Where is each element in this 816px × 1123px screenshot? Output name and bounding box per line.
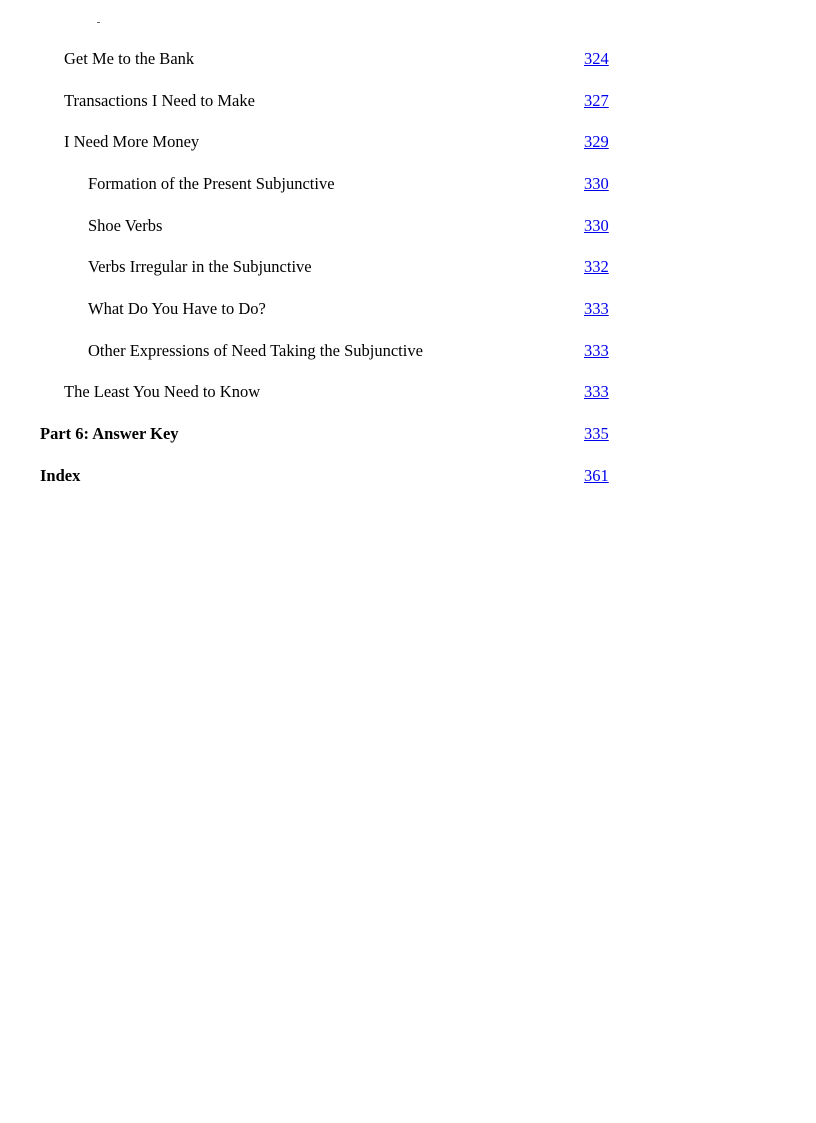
toc-entry-title: Shoe Verbs (88, 215, 163, 235)
toc-entry-title: Other Expressions of Need Taking the Subjunctive (88, 340, 423, 360)
toc-entry (0, 121, 816, 163)
toc-page-link[interactable]: 332 (584, 257, 609, 277)
toc-page-link[interactable]: 333 (584, 340, 609, 360)
toc-entry (0, 205, 816, 247)
toc-entry-title: The Least You Need to Know (64, 382, 261, 402)
toc-page-link[interactable]: 327 (584, 90, 609, 110)
toc-entry (0, 371, 816, 413)
toc-part-title: Index (40, 465, 81, 485)
toc-part-entry (0, 413, 816, 455)
toc-entry-title: Transactions I Need to Make (64, 90, 255, 110)
toc-part-title: Part 6: Answer Key (40, 423, 179, 443)
toc-page-link[interactable]: 330 (584, 173, 609, 193)
toc-entry-title: What Do You Have to Do? (88, 298, 266, 318)
toc-entry-title: I Need More Money (64, 132, 200, 152)
toc-entry-title: Formation of the Present Subjunctive (88, 173, 335, 193)
toc-entry-title: Verbs Irregular in the Subjunctive (88, 257, 312, 277)
toc-page-link[interactable]: 361 (584, 465, 609, 485)
toc-page-link[interactable]: 329 (584, 132, 609, 152)
toc-part-entry (0, 455, 816, 497)
toc-entry (0, 330, 816, 372)
toc-page-link[interactable]: 333 (584, 298, 609, 318)
scan-artifact-mark (97, 22, 100, 23)
table-of-contents (0, 38, 816, 496)
toc-entry (0, 288, 816, 330)
toc-entry (0, 163, 816, 205)
toc-page-link[interactable]: 333 (584, 382, 609, 402)
toc-entry-title: Get Me to the Bank (64, 49, 195, 68)
toc-page-link[interactable]: 330 (584, 215, 609, 235)
toc-entry (0, 246, 816, 288)
toc-entry (0, 80, 816, 122)
toc-entry (0, 38, 816, 80)
toc-page-link[interactable]: 335 (584, 423, 609, 443)
toc-page-link[interactable]: 324 (584, 49, 609, 68)
